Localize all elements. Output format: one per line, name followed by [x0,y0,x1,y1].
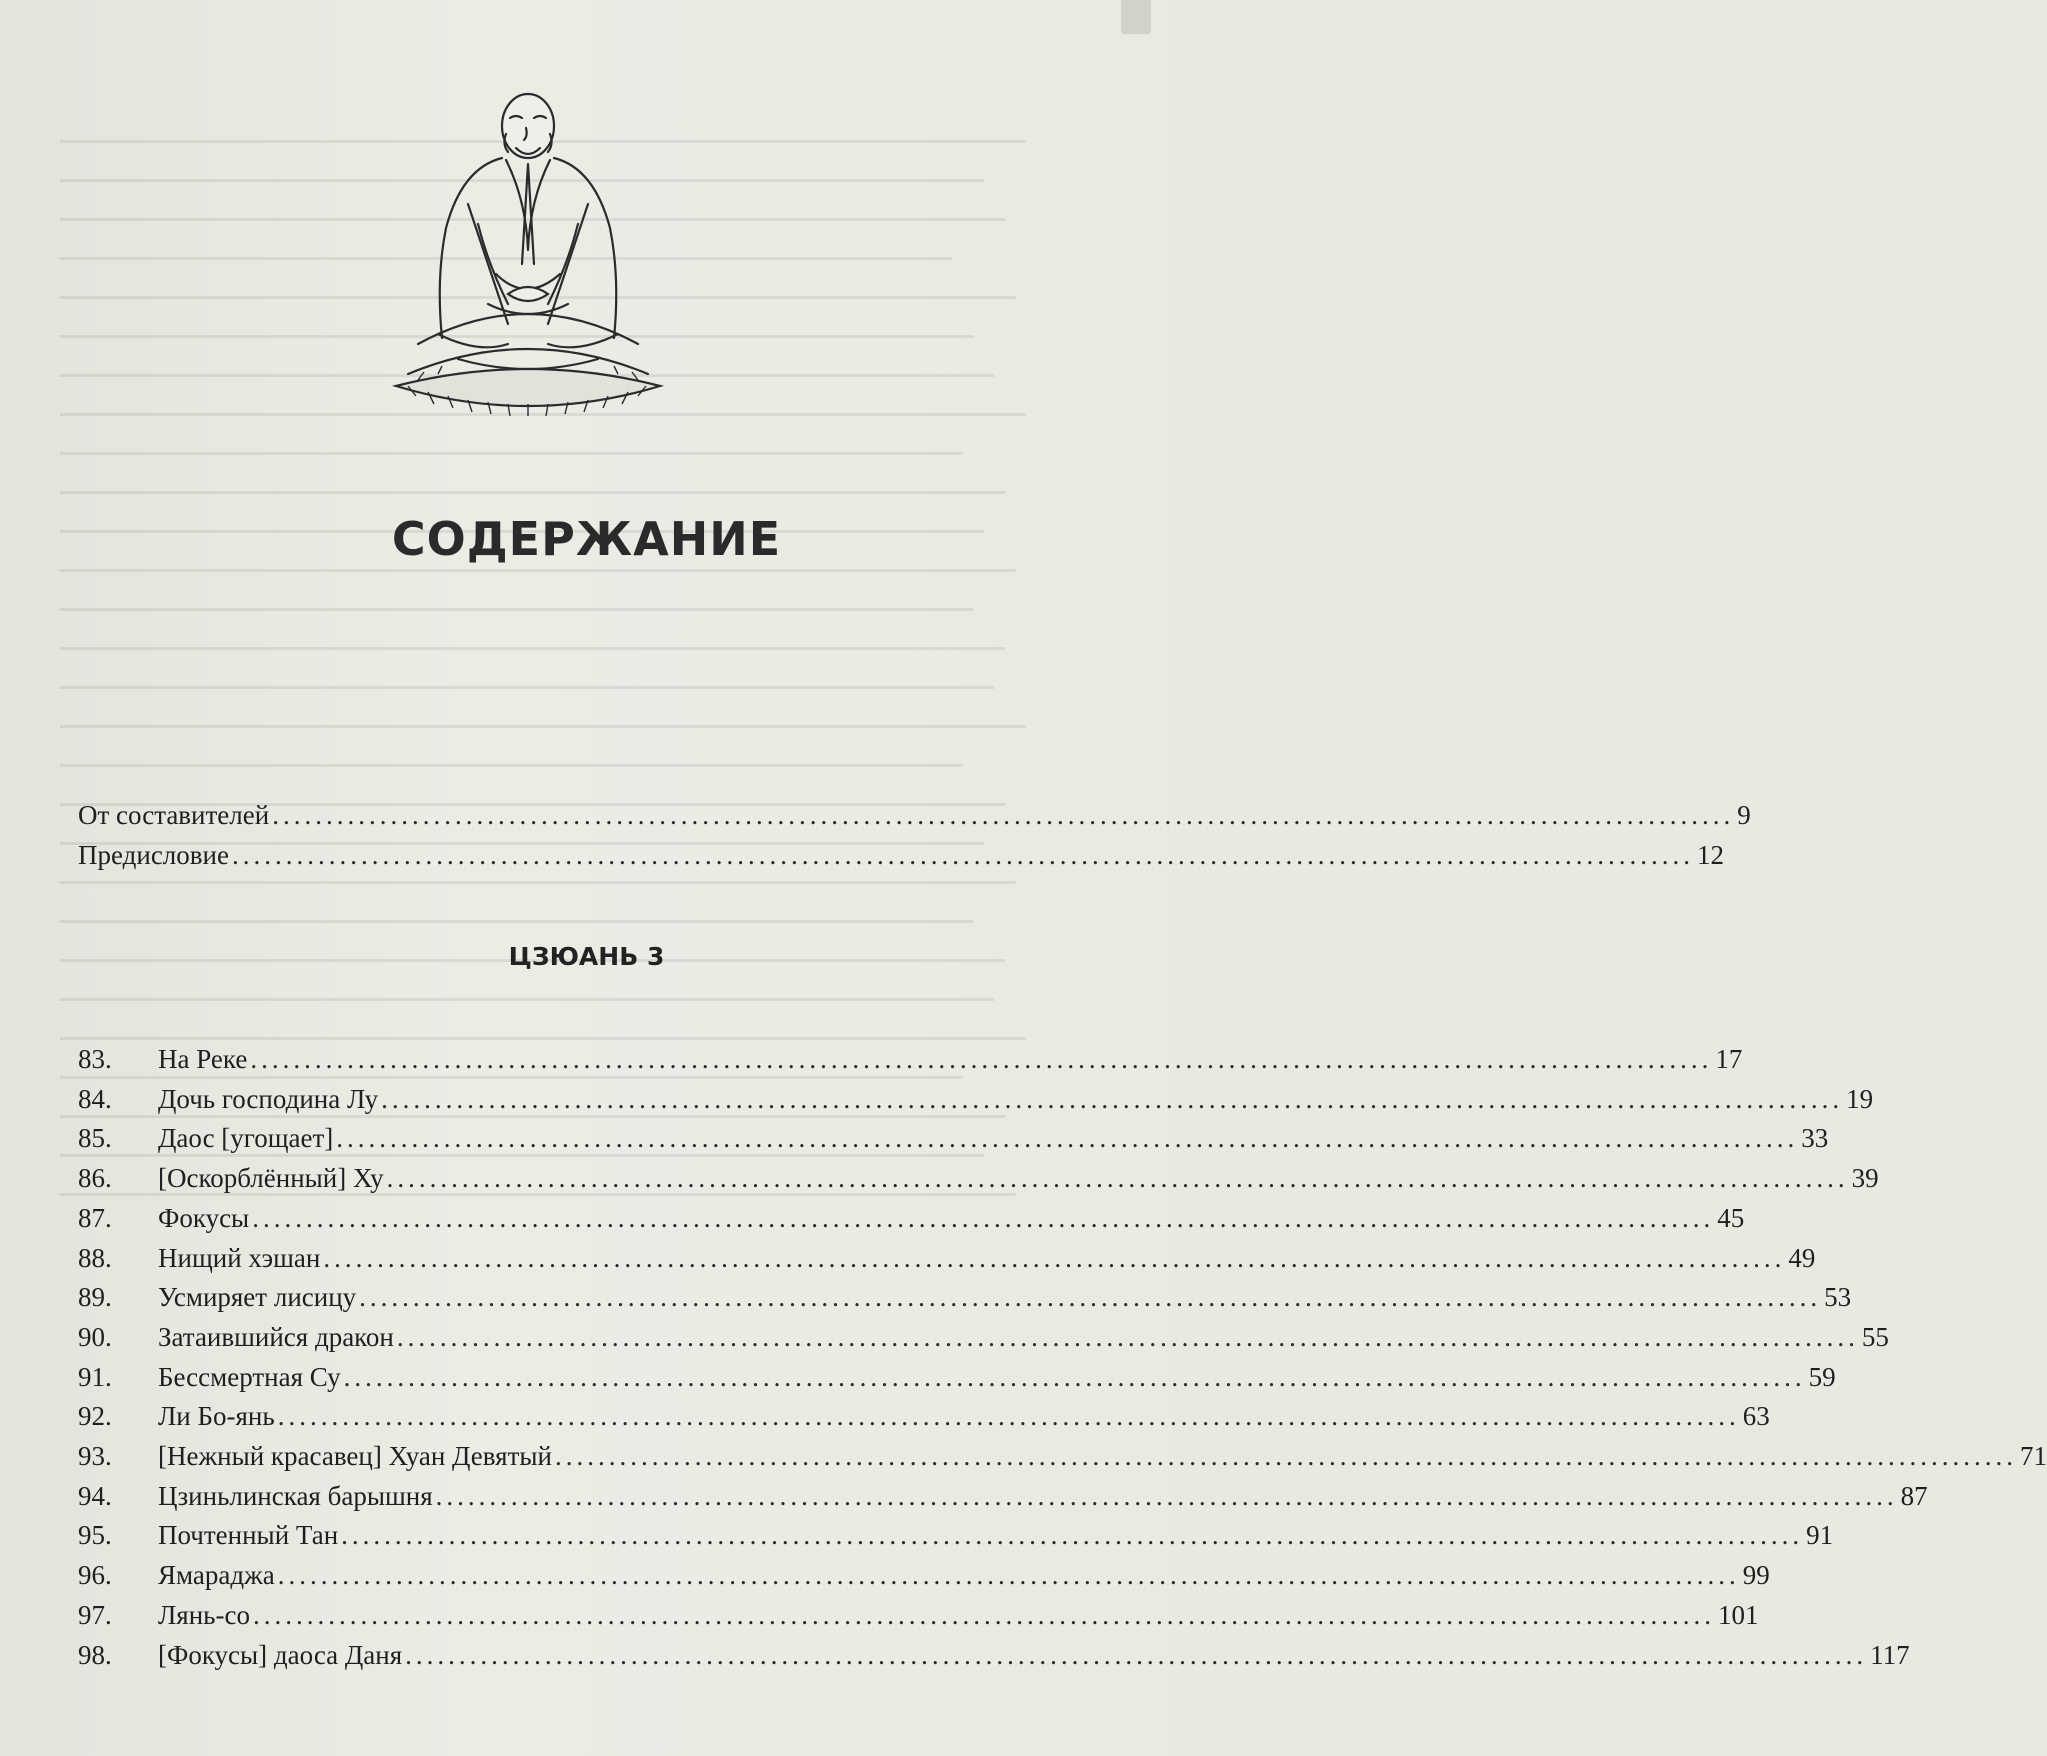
toc-dot-leader: ........................................................................................................................................ [252,1599,1715,1630]
toc-entry-title: Фокусы [158,1202,250,1233]
toc-entry-number: 93. [78,1441,112,1471]
toc-entry-number: 84. [78,1083,112,1114]
toc-dot-leader: ........................................................................................................................................ [277,1560,1740,1591]
toc-entry-title: Предисловие [78,840,229,870]
toc-entry-page: 49 [1788,1242,1816,1273]
toc-entry [78,1599,1759,1640]
toc-entry [78,1242,1816,1283]
toc-entry [78,1639,1910,1680]
toc-dot-leader: ........................................................................................................................................ [396,1321,1859,1352]
toc-entry-title: Ли Бо-янь [158,1401,275,1432]
toc-entry-number: 91. [78,1361,112,1392]
toc-entry-number: 87. [78,1202,112,1233]
toc-entry-from-compilers [78,800,1751,840]
toc-entry-number: 95. [78,1520,112,1551]
seated-monk-illustration [378,74,678,432]
toc-entry-number: 96. [78,1560,112,1591]
toc-entry-title: Нищий хэшан [158,1242,321,1273]
toc-entry-page: 117 [1870,1639,1910,1670]
toc-dot-leader: ........................................................................................................................................ [323,1242,1786,1273]
toc-entry [78,1480,1928,1521]
toc-entry [78,1520,1834,1560]
toc-dot-leader: ........................................................................................................................................ [341,1520,1804,1551]
toc-entry [78,1560,1770,1600]
toc-entry-page: 12 [1696,840,1724,870]
toc-entry-title: На Реке [158,1044,248,1074]
toc-entry-page: 99 [1742,1560,1770,1591]
toc-entry-page: 91 [1806,1520,1834,1551]
toc-entry-title: Ямараджа [158,1560,275,1591]
toc-entry-page: 53 [1824,1282,1852,1313]
toc-entry-page: 39 [1851,1163,1879,1194]
toc-entry-title: Почтенный Тан [158,1520,339,1551]
toc-dot-leader: ........................................................................................................................................ [435,1480,1898,1511]
toc-dot-leader: ........................................................................................................................................ [272,800,1735,830]
toc-entry-page: 17 [1715,1044,1743,1074]
toc-entry-number: 88. [78,1242,112,1273]
toc-entry-preface [78,840,1724,880]
toc-entry [78,1321,1889,1362]
toc-dot-leader: ........................................................................................................................................ [343,1361,1806,1392]
toc-entry-page: 63 [1742,1401,1770,1432]
toc-entry-title: Дочь господина Лу [158,1083,379,1114]
toc-entry [78,1441,2047,1481]
toc-dot-leader: ........................................................................................................................................ [231,840,1694,870]
toc-entry-page: 9 [1737,800,1751,830]
page-corner-mark [1121,0,1151,34]
toc-entry-page: 55 [1861,1321,1889,1352]
toc-dot-leader: ........................................................................................................................................ [381,1083,1844,1114]
toc-entry-title: Лянь-со [158,1599,250,1630]
toc-entry [78,1361,1836,1402]
toc-dot-leader: ........................................................................................................................................ [386,1163,1849,1194]
toc-entry-number: 83. [78,1044,112,1074]
toc-entry-number: 94. [78,1480,112,1511]
toc-entry-title: [Фокусы] даоса Даня [158,1639,403,1670]
toc-entry-title: Усмиряет лисицу [158,1282,357,1313]
toc-entry [78,1123,1829,1163]
toc-entry-page: 71 [2019,1441,2047,1471]
toc-entry-page: 33 [1801,1123,1829,1154]
toc-dot-leader: ........................................................................................................................................ [554,1441,2017,1471]
toc-dot-leader: ........................................................................................................................................ [277,1401,1740,1432]
toc-entry-page: 19 [1846,1083,1874,1114]
toc-dot-leader: ........................................................................................................................................ [405,1639,1868,1670]
toc-entry-page: 87 [1900,1480,1928,1511]
toc-entry-title: [Нежный красавец] Хуан Девятый [158,1441,552,1471]
section-title: ЦЗЮАНЬ 3 [508,942,665,971]
toc-entry [78,1282,1852,1322]
toc-dot-leader: ........................................................................................................................................ [359,1282,1822,1313]
toc-dot-leader: ........................................................................................................................................ [336,1123,1799,1154]
toc-dot-leader: ........................................................................................................................................ [250,1044,1713,1074]
toc-entry-title: Бессмертная Су [158,1361,341,1392]
page-title: СОДЕРЖАНИЕ [391,512,782,566]
toc-entry-number: 86. [78,1163,112,1194]
toc-entry-page: 45 [1717,1202,1745,1233]
toc-entry-title: От составителей [78,800,270,830]
toc-entry-page: 59 [1808,1361,1836,1392]
toc-entry [78,1083,1874,1124]
toc-entry-title: [Оскорблённый] Ху [158,1163,384,1194]
toc-entry-number: 92. [78,1401,112,1432]
toc-entry [78,1401,1770,1441]
toc-dot-leader: ........................................................................................................................................ [252,1202,1715,1233]
toc-entry-number: 85. [78,1123,112,1154]
toc-entry-number: 98. [78,1639,112,1670]
toc-entry [78,1202,1745,1243]
toc-entry-title: Цзиньлинская барышня [158,1480,433,1511]
toc-entry-number: 90. [78,1321,112,1352]
toc-entry [78,1044,1743,1084]
toc-entry-number: 97. [78,1599,112,1630]
toc-entry-page: 101 [1717,1599,1759,1630]
toc-entry-title: Даос [угощает] [158,1123,334,1154]
toc-entry-number: 89. [78,1282,112,1313]
toc-entry-title: Затаившийся дракон [158,1321,394,1352]
toc-entry [78,1163,1879,1203]
